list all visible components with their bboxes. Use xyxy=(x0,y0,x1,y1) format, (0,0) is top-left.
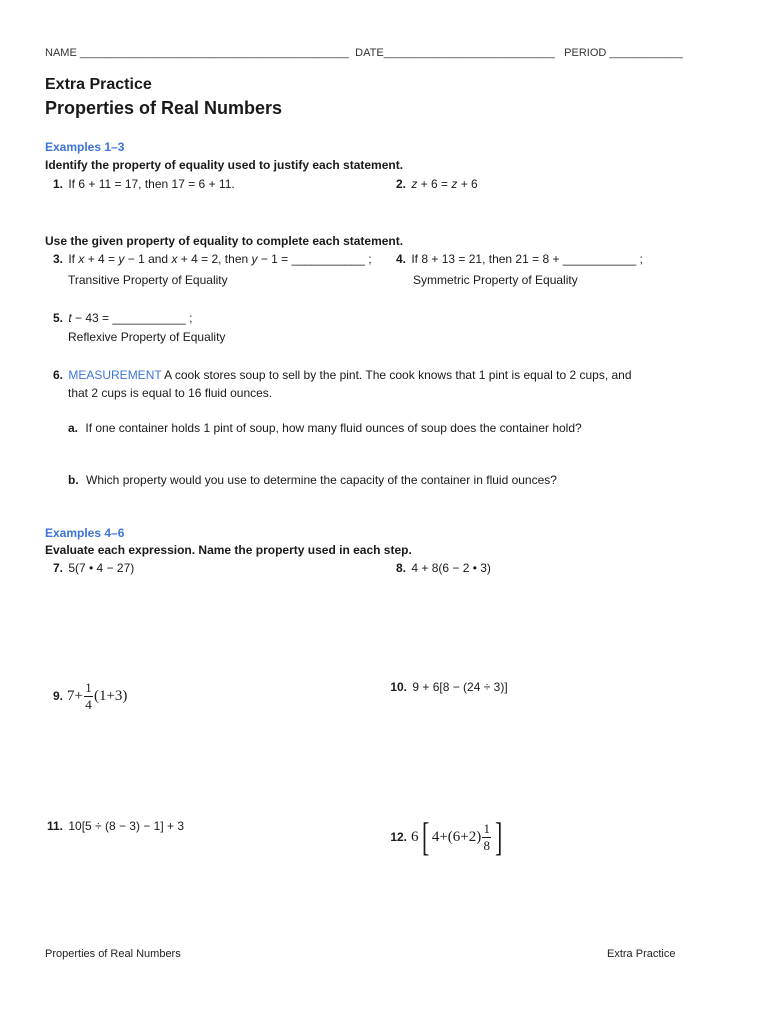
question-number: 2. xyxy=(395,177,406,191)
fraction-one-eighth: $\frac{1}{8}$ xyxy=(483,820,490,853)
expr-part: + 6 xyxy=(457,177,478,191)
question-10 xyxy=(389,680,508,694)
question-expression: 5(7 • 4 − 27) xyxy=(68,561,135,575)
part-text: If one container holds 1 pint of soup, how many fluid ounces of soup does the container hold? xyxy=(85,421,582,435)
period-label: PERIOD xyxy=(564,47,607,59)
question-number: 4. xyxy=(395,252,406,266)
question-4-property: Symmetric Property of Equality xyxy=(413,273,578,287)
question-text[interactable]: − 43 = ___________ ; xyxy=(71,311,193,325)
period-blank[interactable]: ____________ xyxy=(609,47,683,59)
date-blank[interactable]: ____________________________ xyxy=(383,47,555,59)
part-text: Which property would you use to determine the capacity of the container in fluid ounces? xyxy=(86,473,557,487)
question-expression: 10[5 ÷ (8 − 3) − 1] + 3 xyxy=(68,819,185,833)
question-11 xyxy=(45,819,184,833)
question-number: 12. xyxy=(390,830,407,844)
var-z: z xyxy=(451,177,458,191)
question-5 xyxy=(45,311,192,325)
question-number: 6. xyxy=(52,368,63,382)
question-2 xyxy=(394,177,478,191)
question-3 xyxy=(45,252,372,266)
section-heading-examples-4-6: Examples 4–6 xyxy=(45,526,125,540)
question-3-property: Transitive Property of Equality xyxy=(68,273,228,287)
question-expression: 7+ $\frac{1}{4}$ (1+3) xyxy=(67,679,128,712)
instruction-complete: Use the given property of equality to complete each statement. xyxy=(45,234,404,248)
question-1 xyxy=(45,177,235,191)
question-5-property: Reflexive Property of Equality xyxy=(68,330,226,344)
header-fields xyxy=(45,47,683,59)
name-blank[interactable]: ____________________________________________ xyxy=(79,47,350,59)
measurement-label: MEASUREMENT xyxy=(68,368,162,382)
question-text: If 6 + 11 = 17, then 17 = 6 + 11. xyxy=(68,177,235,191)
question-number: 5. xyxy=(52,311,63,325)
question-4 xyxy=(394,252,643,266)
part-label: b. xyxy=(68,473,79,487)
question-expression: 6 [ 4+(6+2) $\frac{1}{8}$ ] xyxy=(411,814,503,859)
question-6b xyxy=(68,473,557,487)
question-number: 8. xyxy=(395,561,406,575)
question-text-line1: A cook stores soup to sell by the pint. The cook knows that 1 pint is equal to 2 cups, and xyxy=(161,368,632,382)
question-number: 9. xyxy=(52,689,63,703)
part-label: a. xyxy=(68,421,79,435)
answer-blank[interactable]: − 1 = ___________ ; xyxy=(257,252,372,266)
name-label: NAME xyxy=(45,47,77,59)
question-12 xyxy=(389,815,506,859)
question-expression: 4 + 8(6 − 2 • 3) xyxy=(411,561,491,575)
question-number: 11. xyxy=(46,819,63,833)
question-6 xyxy=(45,368,632,382)
question-text-line2: that 2 cups is equal to 16 fluid ounces. xyxy=(68,386,273,400)
question-text[interactable]: If 8 + 13 = 21, then 21 = 8 + ___________ ; xyxy=(411,252,643,266)
question-text: If x + 4 = y − 1 and x + 4 = 2, then y − 1 = ___________ ; xyxy=(68,252,372,266)
var-t: t xyxy=(68,311,72,325)
question-7 xyxy=(45,561,134,575)
section-heading-examples-1-3: Examples 1–3 xyxy=(45,140,125,154)
worksheet-subtitle: Extra Practice xyxy=(45,76,152,93)
question-number: 3. xyxy=(52,252,63,266)
fraction-one-fourth: $\frac{1}{4}$ xyxy=(85,679,92,712)
expr-part: + 6 = xyxy=(417,177,452,191)
question-expression: 9 + 6[8 − (24 ÷ 3)] xyxy=(412,680,508,694)
footer-right: Extra Practice xyxy=(607,948,676,960)
var-z: z xyxy=(411,177,418,191)
question-6a xyxy=(68,421,582,435)
footer-left: Properties of Real Numbers xyxy=(45,948,181,960)
question-number: 7. xyxy=(52,561,63,575)
instruction-identify: Identify the property of equality used to justify each statement. xyxy=(45,158,404,172)
question-9 xyxy=(45,678,127,714)
worksheet-title: Properties of Real Numbers xyxy=(45,98,283,118)
date-label: DATE xyxy=(355,47,384,59)
question-number: 10. xyxy=(390,680,407,694)
question-number: 1. xyxy=(52,177,63,191)
question-8 xyxy=(394,561,491,575)
instruction-evaluate: Evaluate each expression. Name the property used in each step. xyxy=(45,543,412,557)
